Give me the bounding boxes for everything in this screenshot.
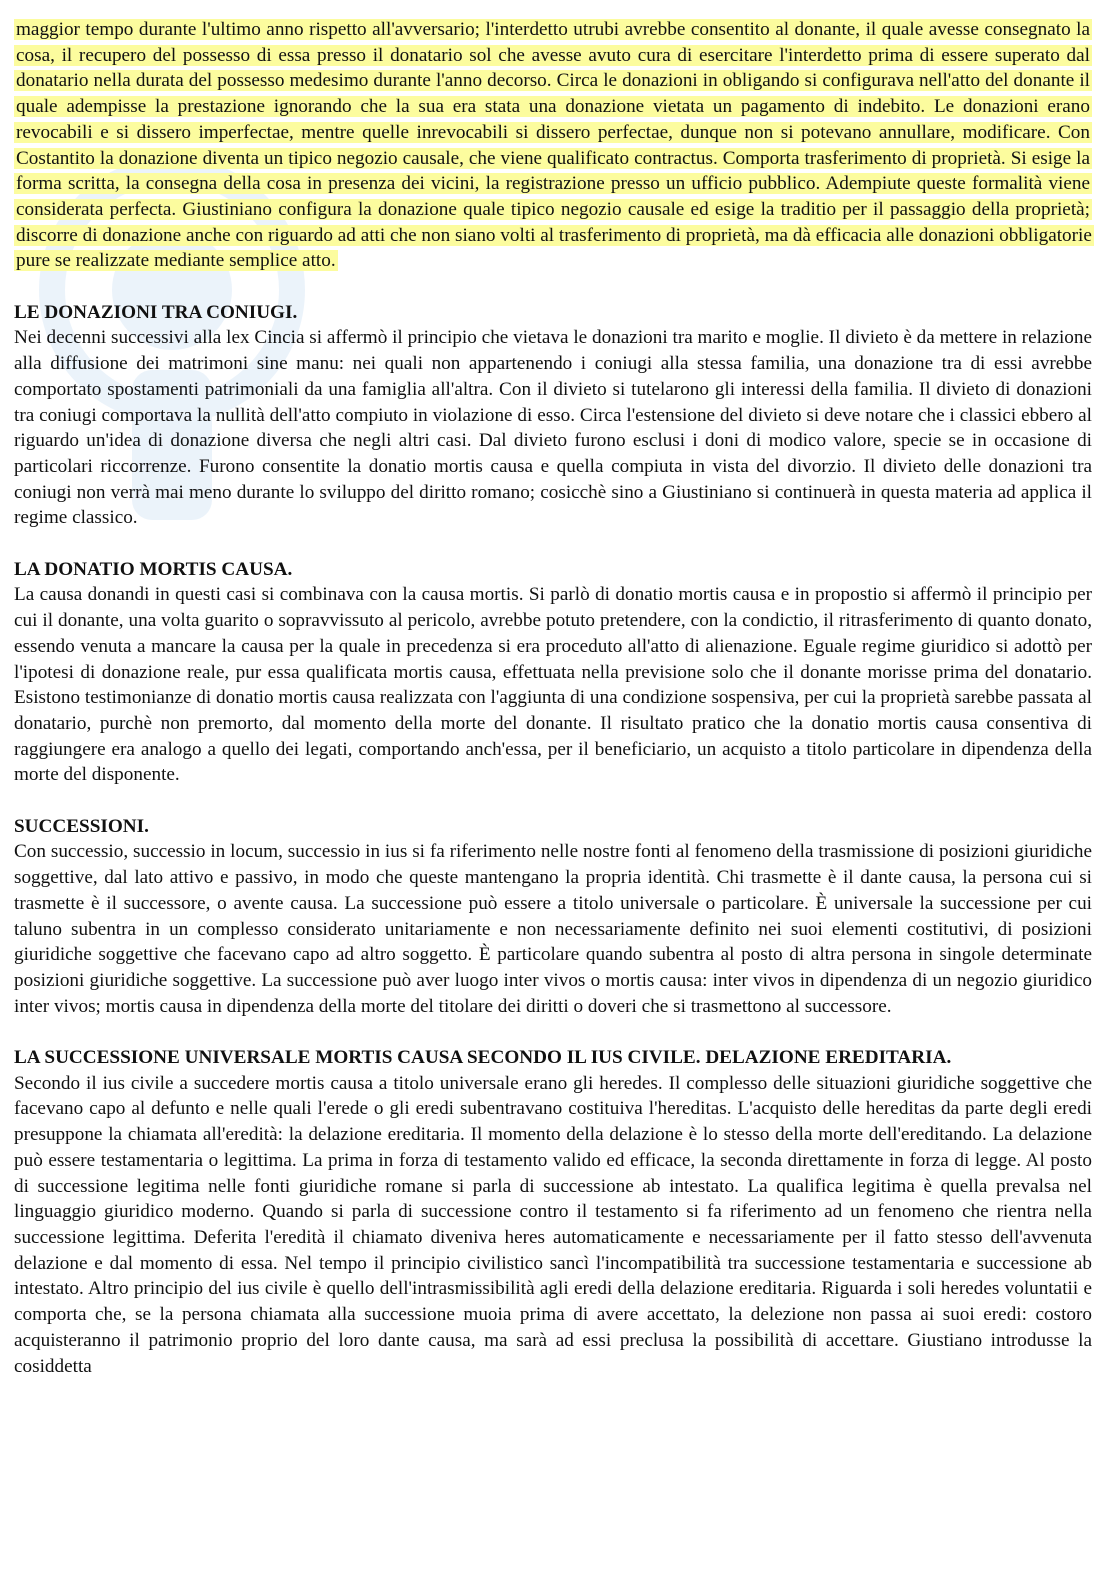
section-heading: LE DONAZIONI TRA CONIUGI.: [14, 301, 298, 323]
document-page: [14, 17, 1092, 1379]
section-body: Con successio, successio in locum, successio in ius si fa riferimento nelle nostre fonti al fenomeno della trasmissione di posizioni giuridiche soggettive, dal lato attivo e passivo, in modo che queste mantengano la propria identità. Chi trasmette è il dante causa, la persona cui si trasmette è il successore, o avente causa. La successione può essere a titolo universale o particolare. È universale la successione per cui taluno subentra in un complesso considerato unitariamente e non necessariamente definito nei suoi elementi costitutivi, di posizioni giuridiche soggettive che facevano capo ad altro soggetto. È particolare quando subentra al posto di altra persona in singole determinate posizioni giuridiche soggettive. La successione può aver luogo inter vivos o mortis causa: inter vivos in dipendenza di un negozio giuridico inter vivos; mortis causa in dipendenza della morte del titolare dei diritti o doveri che si trasmettono al successore.: [14, 841, 1092, 1017]
section-body: La causa donandi in questi casi si combinava con la causa mortis. Si parlò di donatio mortis causa e in propostio si affermò il principio per cui il donante, una volta guarito o sopravvissuto al pericolo, avrebbe potuto pretendere, con la condictio, il ritrasferimento di quanto donato, essendo venuta a mancare la causa per la quale in precedenza si era proceduto all'atto di alienazione. Eguale regime giuridico si adottò per l'ipotesi di donazione reale, pur essa qualificata mortis causa, effettuata nella previsione solo che il donante morisse prima del donatario. Esistono testimonianze di donatio mortis causa realizzata con l'aggiunta di una condizione sospensiva, per cui la proprietà sarebbe passata al donatario, purchè non premorto, dal momento della morte del donante. Il risultato pratico che la donatio mortis causa consentiva di raggiungere era analogo a quello dei legati, comportando anch'essa, per il beneficiario, un acquisto a titolo particolare in dipendenza della morte del disponente.: [14, 584, 1092, 786]
section-donatio-mortis-causa: [14, 557, 1092, 788]
section-successioni: [14, 814, 1092, 1020]
intro-paragraph: [14, 17, 1092, 274]
section-heading: LA SUCCESSIONE UNIVERSALE MORTIS CAUSA SECONDO IL IUS CIVILE. DELAZIONE EREDITARIA.: [14, 1047, 952, 1069]
section-heading: LA DONATIO MORTIS CAUSA.: [14, 558, 293, 580]
section-heading: SUCCESSIONI.: [14, 815, 149, 837]
section-body: Secondo il ius civile a succedere mortis causa a titolo universale erano gli heredes. Il complesso delle situazioni giuridiche soggettive che facevano capo al defunto e nelle quali l'erede o gli eredi subentravano costituiva l'hereditas. L'acquisto delle hereditas da parte degli eredi presuppone la chiamata all'eredità: la delazione ereditaria. Il momento della delazione è lo stesso della morte dell'ereditando. La delazione può essere testamentaria o legittima. La prima in forza di testamento valido ed efficace, la seconda direttamente in forza di legge. Al posto di successione legitima nelle fonti giuridiche romane si parla di successione ab intestato. La qualifica legitima è quella prevalsa nel linguaggio giuridico moderno. Quando si parla di successione contro il testamento si fa riferimento ad un fenomeno che rientra nella successione legittima. Deferita l'eredità il chiamato diveniva heres automaticamente e necessariamente per il fatto stesso dell'avvenuta delazione e dal momento di essa. Nel tempo il principio civilistico sancì l'incompatibilità tra successione testamentaria e successione ab intestato. Altro principio del ius civile è quello dell'intrasmissibilità agli eredi della delazione ereditaria. Riguarda i soli heredes voluntatii e comporta che, se la persona chiamata alla successione muoia prima di avere accettato, la delezione non passa ai suoi eredi: costoro acquisteranno il patrimonio proprio del loro dante causa, ma sarà ad essi preclusa la possibilità di accettare. Giustiano introdusse la cosiddetta: [14, 1072, 1092, 1377]
highlighted-text: maggior tempo durante l'ultimo anno rispetto all'avversario; l'interdetto utrubi avrebbe consentito al donante, il quale avesse consegnato la cosa, il recupero del possesso di essa presso il donatario sol che avesse avuto cura di esercitare l'interdetto prima di essere superato dal donatario nella durata del possesso medesimo durante l'anno decorso. Circa le donazioni in obligando si configurava nell'atto del donante il quale adempisse la prestazione ignorando che la sua era stata una donazione vietata un pagamento di indebito. Le donazioni erano revocabili e si dissero imperfectae, mentre quelle inrevocabili si dissero perfectae, dunque non si potevano annullare, modificare. Con Costantito la donazione diventa un tipico negozio causale, che viene qualificato contractus. Comporta trasferimento di proprietà. Si esige la forma scritta, la consegna della cosa in presenza dei vicini, la registrazione presso un ufficio pubblico. Adempiute queste formalità viene considerata perfecta. Giustiniano configura la donazione quale tipico negozio causale ed esige la traditio per il passaggio della proprietà; discorre di donazione anche con riguardo ad atti che non siano volti al trasferimento di proprietà, ma dà efficacia alle donazioni obbligatorie pure se realizzate mediante semplice atto.: [16, 19, 1092, 272]
section-donazioni-tra-coniugi: [14, 300, 1092, 531]
section-body: Nei decenni successivi alla lex Cincia si affermò il principio che vietava le donazioni tra marito e moglie. Il divieto è da mettere in relazione alla diffusione dei matrimoni sine manu: nei quali non appartenendo i coniugi alla stessa familia, una donazione tra di essi avrebbe comportato spostamenti patrimoniali da una famiglia all'altra. Con il divieto si tutelarono gli interessi della familia. Il divieto di donazioni tra coniugi comportava la nullità dell'atto compiuto in violazione di esso. Circa l'estensione del divieto si deve notare che i classici ebbero al riguardo un'idea di donazione diversa che negli altri casi. Dal divieto furono esclusi i doni di modico valore, specie se in occasione di particolari riccorrenze. Furono consentite la donatio mortis causa e quella compiuta in vista del divorzio. Il divieto delle donazioni tra coniugi non verrà mai meno durante lo sviluppo del diritto romano; cosicchè sino a Giustiniano si continuerà in questa materia ad applica il regime classico.: [14, 327, 1092, 529]
section-successione-universale: [14, 1045, 1092, 1379]
